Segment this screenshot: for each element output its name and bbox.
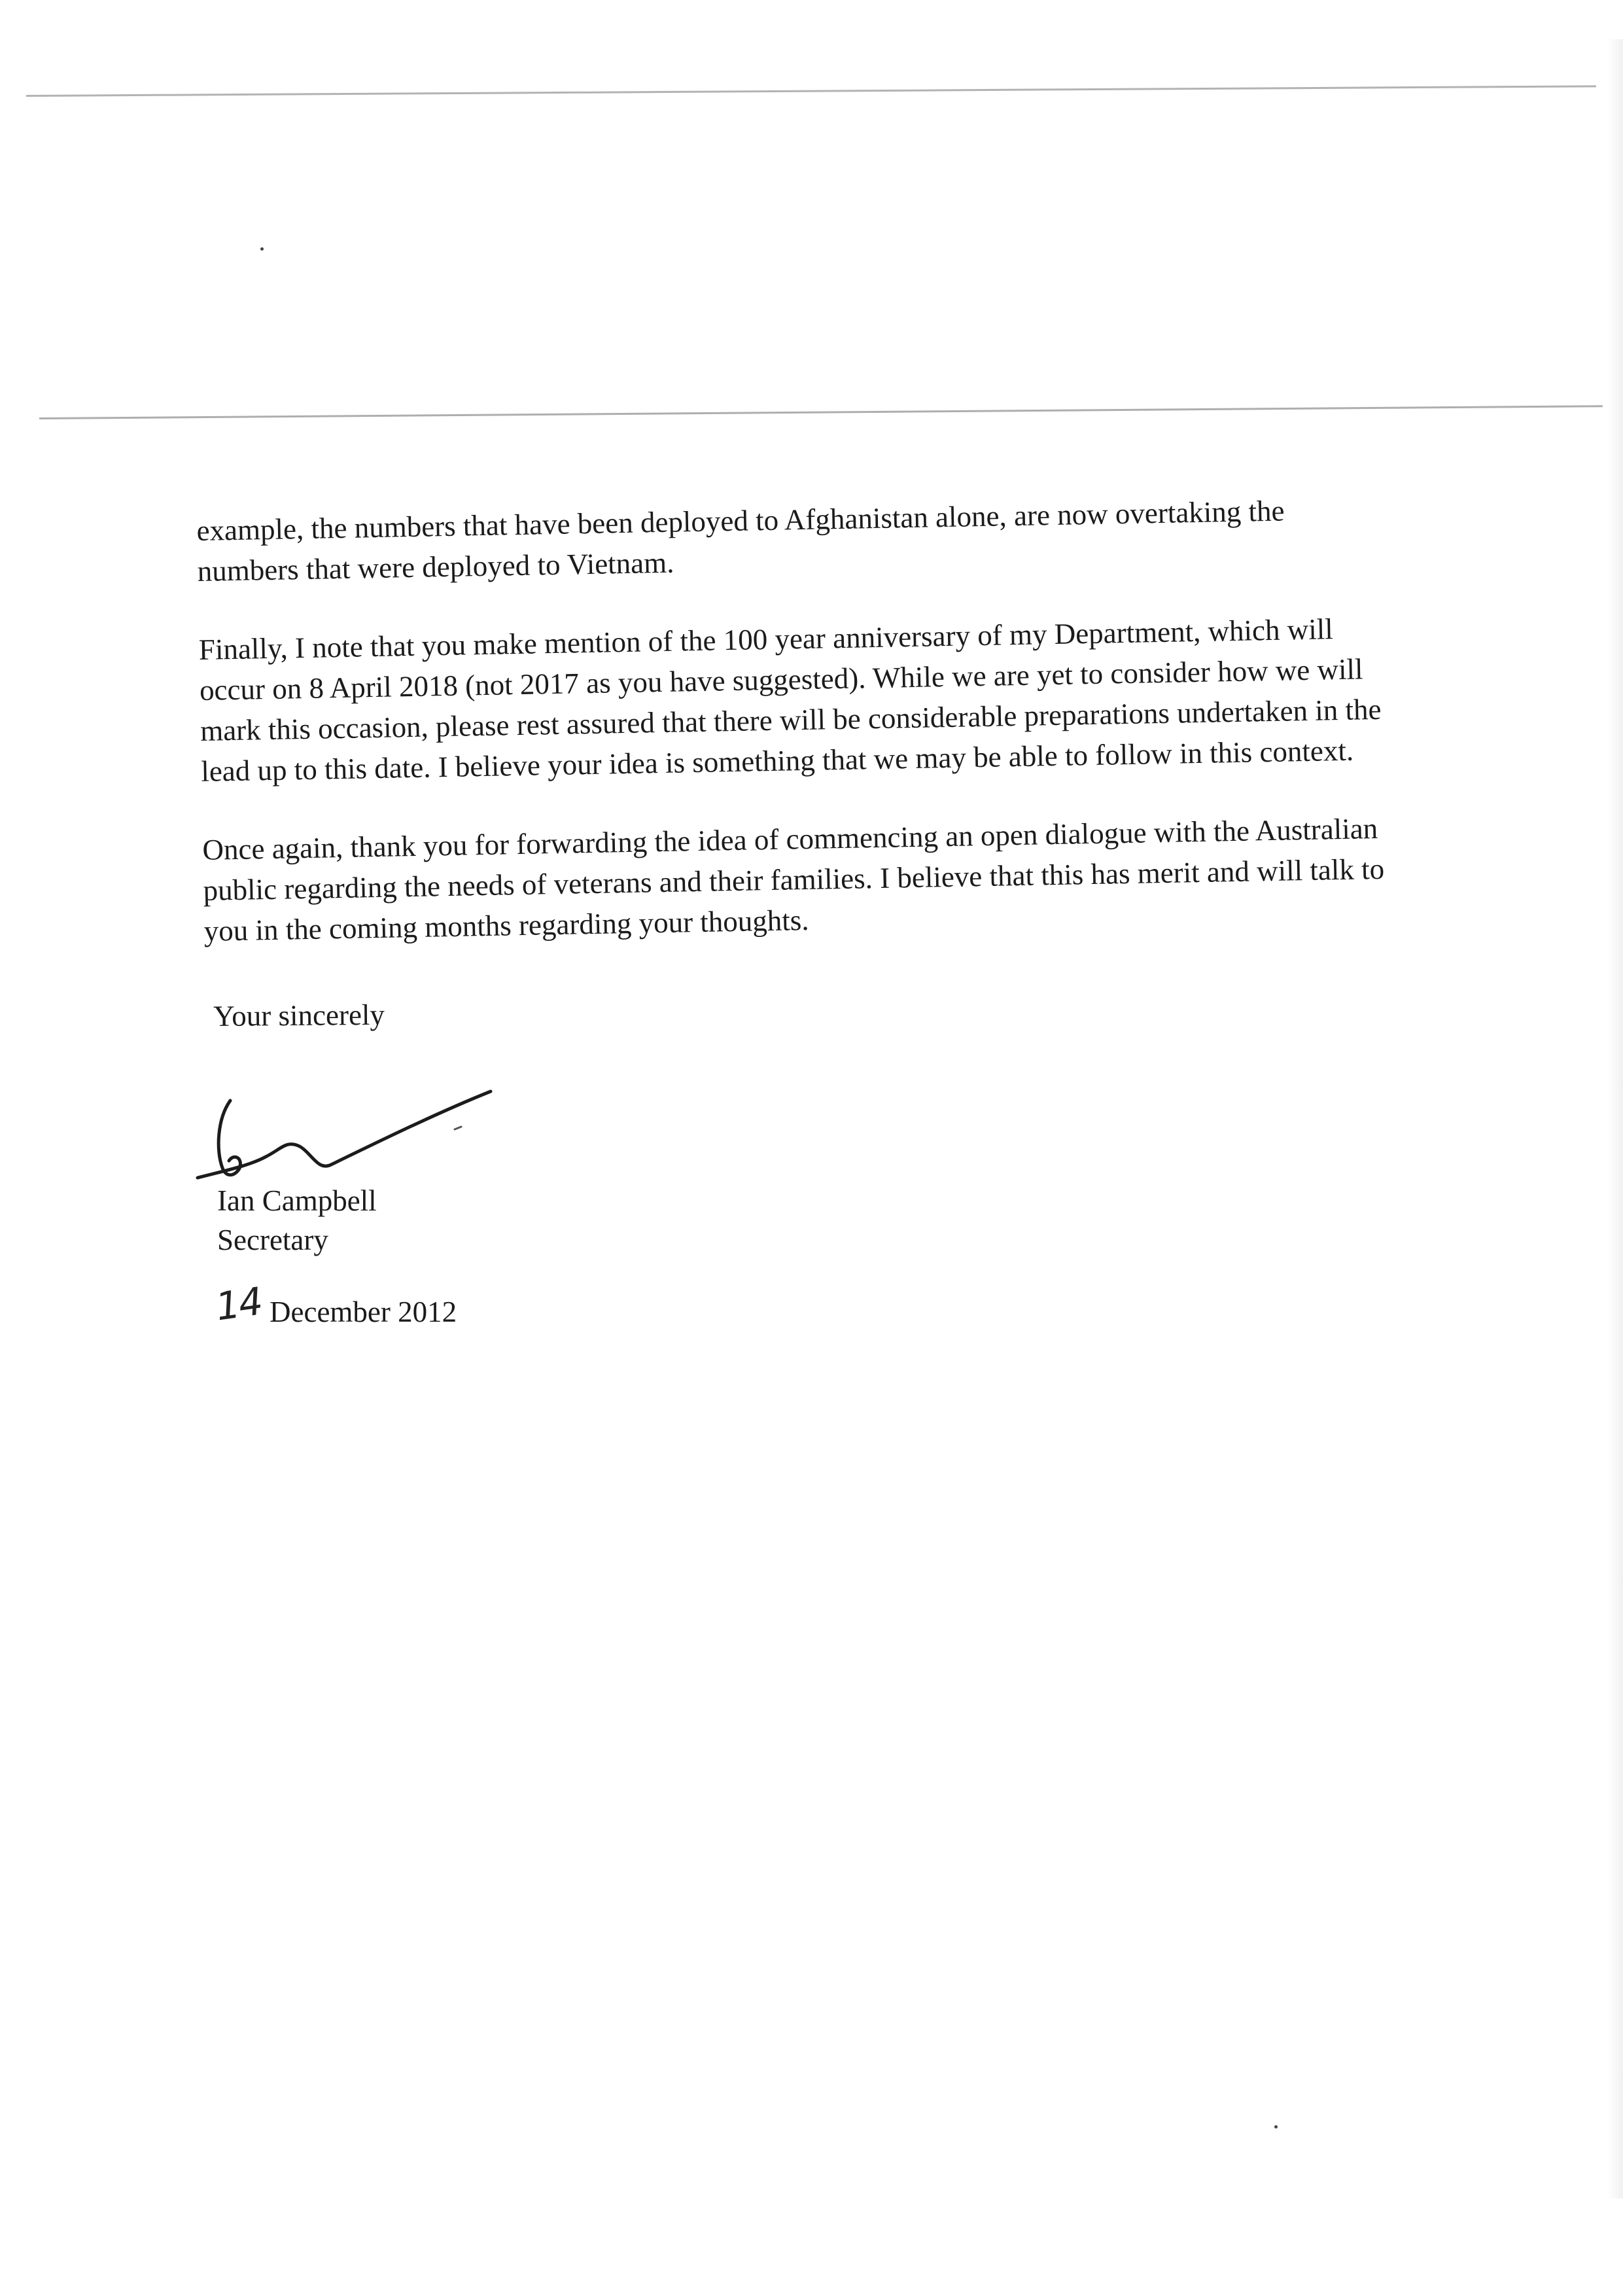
- middle-fold-line: [39, 405, 1603, 419]
- body-line: you in the coming months regarding your thoughts.: [203, 903, 809, 947]
- body-line: Finally, I note that you make mention of the 100 year anniversary of my Department, which will: [198, 612, 1334, 666]
- top-fold-line: [26, 85, 1596, 97]
- scan-edge-shadow: [1607, 39, 1623, 2199]
- body-line: mark this occasion, please rest assured that there will be considerable preparations undertaken in the: [200, 692, 1382, 747]
- signer-name: Ian Campbell: [217, 1184, 377, 1217]
- letter-body: [196, 486, 1552, 989]
- body-line: Once again, thank you for forwarding the idea of commencing an open dialogue with the Australian: [202, 811, 1378, 866]
- signer-title: Secretary: [217, 1224, 328, 1256]
- scan-speck: [260, 247, 264, 251]
- body-line: lead up to this date. I believe your idea is something that we may be able to follow in this context.: [200, 733, 1354, 788]
- date-text: December 2012: [270, 1296, 457, 1328]
- handwritten-date-day: 14: [213, 1279, 265, 1330]
- body-line: numbers that were deployed to Vietnam.: [197, 546, 674, 588]
- paragraph-dialogue: [202, 805, 1552, 951]
- closing-salutation: Your sincerely: [213, 998, 385, 1033]
- paragraph-deployments: [196, 486, 1545, 592]
- scan-speck: [1274, 2125, 1278, 2128]
- handwritten-signature: [183, 1073, 510, 1197]
- paragraph-anniversary: [198, 605, 1548, 792]
- signer-block: [217, 1181, 377, 1260]
- body-line: public regarding the needs of veterans and their families. I believe that this has merit and will talk to: [203, 852, 1385, 907]
- body-line: example, the numbers that have been deployed to Afghanistan alone, are now overtaking the: [196, 494, 1285, 547]
- body-line: occur on 8 April 2018 (not 2017 as you have suggested). While we are yet to consider how we will: [199, 652, 1363, 707]
